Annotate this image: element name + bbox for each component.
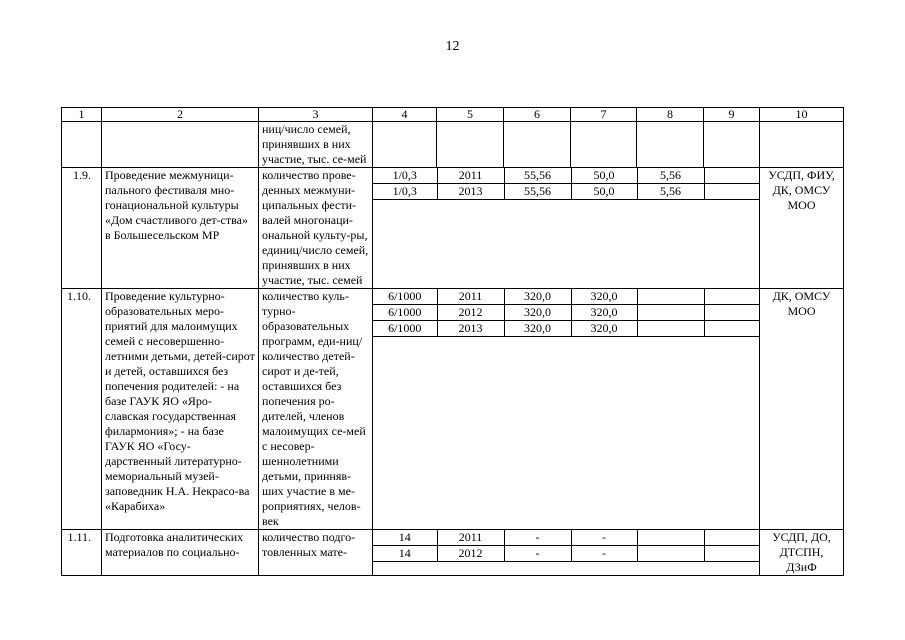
total-cell: 55,56: [504, 184, 571, 200]
indicator-cell: количество куль-турно-образовательных программ, еди-ниц/количество детей-сирот и де-тей, оставшихся без попечения ро-дителей, членов малоимущих се-мей с несовер-шеннолетними детьми, принняв-ших участие в ме-роприятиях, челов-век: [259, 289, 373, 530]
total-cell: -: [504, 546, 571, 562]
col-header: 3: [259, 108, 373, 122]
extra-cell: [704, 184, 760, 200]
year-row: [373, 289, 760, 305]
item-number: 1.9.: [62, 168, 102, 289]
count-cell: 1/0,3: [373, 184, 437, 200]
budget-cell: -: [571, 530, 637, 546]
extra-cell: [704, 321, 760, 337]
other-cell: 5,56: [637, 168, 704, 184]
other-cell: [637, 289, 704, 305]
count-cell: 6/1000: [373, 305, 437, 321]
event-cell: Проведение межмуници-пального фестиваля мно-гонациональной культуры «Дом счастливого дет-ства» в Большесельском МР: [102, 168, 259, 289]
col-header: 9: [704, 108, 760, 122]
year-cell: 2012: [437, 546, 504, 562]
year-cell: 2013: [437, 321, 504, 337]
year-row: [373, 305, 760, 321]
year-row: [373, 530, 760, 546]
budget-cell: 320,0: [571, 289, 637, 305]
total-cell: 320,0: [504, 305, 571, 321]
year-cell: 2011: [437, 289, 504, 305]
executors-cell: ДК, ОМСУ МОО: [760, 289, 844, 530]
extra-cell: [704, 305, 760, 321]
executors-cell: УСДП, ДО, ДТСПН, ДЗиФ: [760, 530, 844, 576]
header-row: [62, 108, 844, 122]
item-number: 1.10.: [62, 289, 102, 530]
year-cell: 2011: [437, 530, 504, 546]
budget-cell: 50,0: [571, 168, 637, 184]
event-cell: Подготовка аналитических материалов по социально-: [102, 530, 259, 576]
total-cell: 320,0: [504, 289, 571, 305]
item-number: 1.11.: [62, 530, 102, 576]
other-cell: 5,56: [637, 184, 704, 200]
yearly-values: [373, 168, 760, 289]
year-row: [373, 321, 760, 337]
year-cell: 2011: [437, 168, 504, 184]
budget-cell: 320,0: [571, 305, 637, 321]
measures-table: [61, 107, 844, 576]
col-header: 10: [760, 108, 844, 122]
indicator-cell: ниц/число семей, принявших в них участие, тыс. се-мей: [259, 122, 373, 168]
indicator-cell: количество подго-товленных мате-: [259, 530, 373, 576]
other-cell: [637, 530, 704, 546]
table-row-continuation: [62, 122, 844, 168]
count-cell: 6/1000: [373, 289, 437, 305]
budget-cell: 50,0: [571, 184, 637, 200]
page-number: 12: [445, 39, 460, 54]
count-cell: 14: [373, 530, 437, 546]
extra-cell: [704, 168, 760, 184]
col-header: 1: [62, 108, 102, 122]
executors-cell: УСДП, ФИУ, ДК, ОМСУ МОО: [760, 168, 844, 289]
budget-cell: -: [571, 546, 637, 562]
col-header: 6: [504, 108, 571, 122]
col-header: 8: [637, 108, 704, 122]
year-cell: 2013: [437, 184, 504, 200]
table-row: [62, 289, 844, 530]
total-cell: -: [504, 530, 571, 546]
table-row: [62, 168, 844, 289]
extra-cell: [704, 289, 760, 305]
other-cell: [637, 305, 704, 321]
yearly-values: [373, 530, 760, 576]
extra-cell: [704, 546, 760, 562]
extra-cell: [704, 530, 760, 546]
budget-cell: 320,0: [571, 321, 637, 337]
other-cell: [637, 546, 704, 562]
col-header: 7: [571, 108, 637, 122]
indicator-cell: количество прове-денных межмуни-ципальных фести-валей многонаци-ональной культу-ры, единиц/число семей, принявших в них участие, тыс. семей: [259, 168, 373, 289]
count-cell: 1/0,3: [373, 168, 437, 184]
other-cell: [637, 321, 704, 337]
table-row: [62, 530, 844, 576]
year-row: [373, 168, 760, 184]
count-cell: 14: [373, 546, 437, 562]
yearly-values: [373, 289, 760, 530]
total-cell: 55,56: [504, 168, 571, 184]
col-header: 5: [437, 108, 504, 122]
year-cell: 2012: [437, 305, 504, 321]
year-row: [373, 184, 760, 200]
year-row: [373, 546, 760, 562]
col-header: 2: [102, 108, 259, 122]
count-cell: 6/1000: [373, 321, 437, 337]
total-cell: 320,0: [504, 321, 571, 337]
col-header: 4: [373, 108, 437, 122]
event-cell: Проведение культурно-образовательных меро-приятий для малоимущих семей с несовершенно-летними детьми, детей-сирот и детей, оставшихся без попечения родителей: - на базе ГАУК ЯО «Яро-славская государственная филармония»; - на базе ГАУК ЯО «Госу-дарственный литературно-мемориальный музей-заповедник Н.А. Некрасо-ва «Карабиха»: [102, 289, 259, 530]
